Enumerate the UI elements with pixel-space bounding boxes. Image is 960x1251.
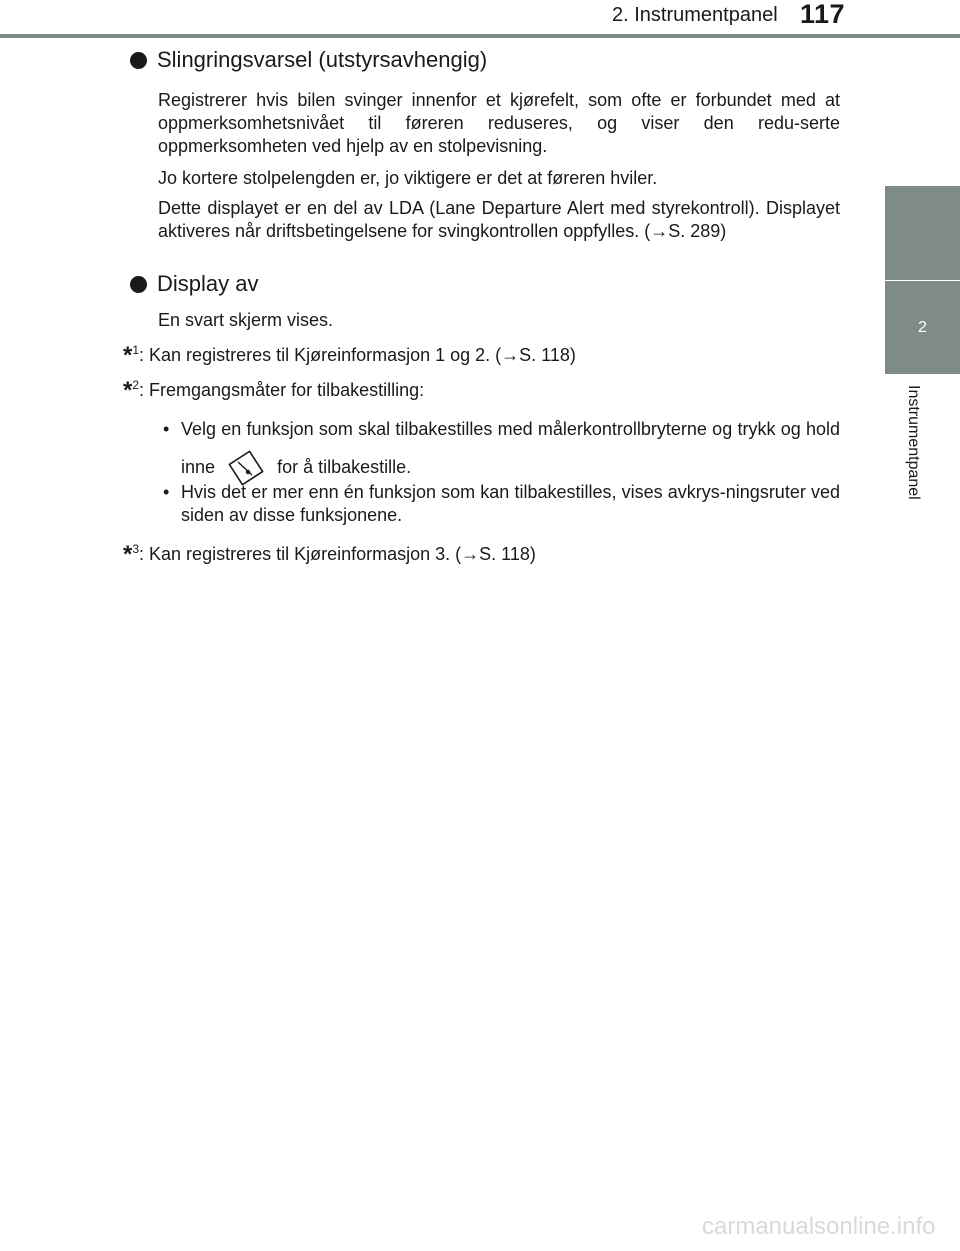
side-tab-label: Instrumentpanel bbox=[905, 385, 922, 500]
list-text: for å tilbakestille. bbox=[277, 457, 412, 477]
header-rule bbox=[0, 34, 960, 38]
bullet-icon bbox=[130, 52, 147, 69]
footnote-text: : Kan registreres til Kjøreinformasjon 3. (→S. 118) bbox=[139, 544, 536, 564]
paragraph: Dette displayet er en del av LDA (Lane Departure Alert med styrekontroll). Displayet aktiveres når driftsbetingelsene for svingkontrollen oppfylles. (→S. 289) bbox=[158, 198, 840, 241]
list-item bbox=[163, 481, 840, 527]
side-tab-block bbox=[885, 186, 960, 280]
side-tab-number: 2 bbox=[885, 281, 960, 374]
paragraph: En svart skjerm vises. bbox=[158, 310, 334, 330]
section-heading-slingringsvarsel bbox=[130, 47, 487, 73]
footnote-star: * bbox=[123, 541, 133, 568]
page-number: 117 bbox=[800, 0, 846, 29]
section-heading-display-av bbox=[130, 271, 258, 297]
chapter-title: 2. Instrumentpanel bbox=[612, 4, 778, 26]
paragraph: Jo kortere stolpelengden er, jo viktigere er det at føreren hviler. bbox=[158, 168, 658, 188]
list-item bbox=[163, 410, 840, 488]
footnote-number: 1 bbox=[132, 343, 140, 357]
footnote-text: : Fremgangsmåter for tilbakestilling: bbox=[139, 380, 425, 400]
footnote-text: : Kan registreres til Kjøreinformasjon 1 og 2. (→S. 118) bbox=[139, 345, 576, 365]
footnote-3 bbox=[123, 537, 843, 567]
footnote-number: 2 bbox=[132, 378, 140, 392]
paragraph: Registrerer hvis bilen svinger innenfor et kjørefelt, som ofte er forbundet med at oppmerksomhetsnivået til føreren reduseres, og viser den redu-serte oppmerksomheten ved hjelp av en stolpevisning. bbox=[158, 90, 840, 156]
footnote-1 bbox=[123, 338, 843, 368]
footnote-star: * bbox=[123, 377, 133, 404]
footnote-number: 3 bbox=[132, 542, 140, 556]
heading-text: Display av bbox=[157, 271, 259, 296]
bullet-icon bbox=[130, 276, 147, 293]
list-text: Velg en funksjon som skal tilbakestilles med målerkontrollbryterne og trykk og hold inne bbox=[181, 419, 840, 477]
footnote-star: * bbox=[123, 342, 133, 369]
watermark-logo: carmanualsonline.info bbox=[702, 1213, 936, 1240]
list-text: Hvis det er mer enn én funksjon som kan tilbakestilles, vises avkrys-ningsruter ved siden av disse funksjonene. bbox=[181, 482, 840, 525]
list-bullet: • bbox=[163, 419, 170, 439]
footnote-2 bbox=[123, 373, 843, 403]
list-bullet: • bbox=[163, 482, 170, 502]
heading-text: Slingringsvarsel (utstyrsavhengig) bbox=[157, 47, 488, 72]
